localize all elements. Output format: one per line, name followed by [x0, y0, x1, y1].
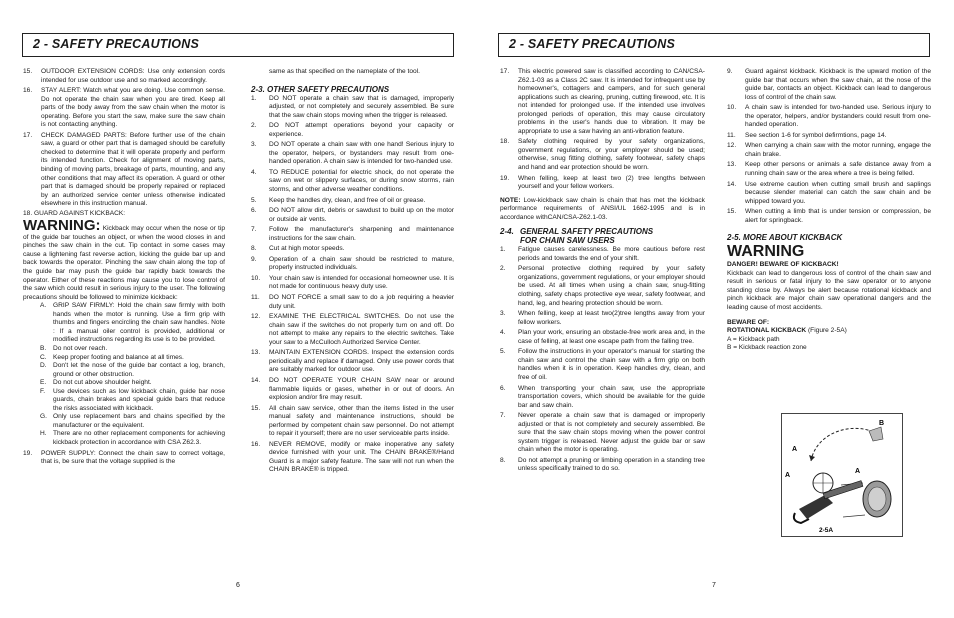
list-item: 9. Operation of a chain saw should be restricted to mature, properly instructed individuals. [251, 255, 454, 272]
list-item: 14. DO NOT OPERATE YOUR CHAIN SAW near or around flammable liquids or gases, whether in or out of doors. An explosion and/or fire may result. [251, 376, 454, 402]
page-number-right: 7 [712, 582, 716, 589]
note-label: NOTE: [500, 196, 521, 204]
page-number-left: 6 [236, 582, 240, 589]
list-item: 2. Personal protective clothing required by your safety organizations, government regulations, or your employer should be used. At all times when using a chain saw, snug-fitting clothing, safety chaps protective eye wear, safety footwear, and hand, leg, and hearing protection should be worn. [500, 265, 705, 307]
log-ring [868, 487, 886, 511]
list-item: 17. This electric powered saw is classified according to CAN/CSA-Z62.1-03 as a Class 2C saw. It is intended for infrequent use by homeowner's, cottagers and campers, and for such general applications such as clearing, pruning, cutting firewood, etc. It is not intended for prolonged use. If the intended use involves prolonged periods of operation, this may cause circulatory problems in the user's hands due to vibration. It may be appropriate to use a saw having an anti-vibration feature. [500, 68, 705, 135]
sub-item: H. There are no other replacement components for achieving kickback protection in accordance with CSA Z62.3. [40, 430, 225, 446]
sub-item: B. Do not over reach. [40, 344, 108, 352]
right-column-1 [500, 68, 705, 476]
section-heading-2-5: 2-5. MORE ABOUT KICKBACK [727, 233, 843, 243]
left-page-header [22, 33, 454, 57]
sub-item: G. Only use replacement bars and chains specified by the manufacturer or the equivalent. [40, 413, 225, 429]
legend-b: B = Kickback reaction zone [727, 344, 807, 352]
list-item: 15. All chain saw service, other than the items listed in the user manual safety and maintenance instructions, should be performed by competent chain saw personnel. Do not attempt to repair it yourself; there are no user serviceable parts inside. [251, 404, 454, 438]
danger-heading: DANGER! BEWARE OF KICKBACK! [727, 261, 839, 269]
note: NOTE: Low-kickback saw chain is chain that has met the kickback performance requirements of ANSI/UL 1662-1995 and is in accordance withCAN/CSA-Z62.1-03. [500, 196, 705, 221]
list-item: 7. Never operate a chain saw that is damaged or improperly adjusted or that is not completely and securely assembled. Be sure that the saw chain stops moving when the power control system trigger is released. Never adjust the guide bar or saw chain when the motor is operating. [500, 412, 705, 454]
list-item: 19. When felling, keep at least two (2) tree lengths between yourself and your fellow workers. [500, 174, 705, 191]
list-item: 4. Plan your work, ensuring an obstacle-free work area and, in the case of felling, at least one escape path from the falling tree. [500, 329, 705, 345]
list-item: 5. Follow the instructions in your operator's manual for starting the chain saw and control the chain saw with a firm grip on both handles when it is in operation. Keep handles dry, clean, and free of oil. [500, 348, 705, 381]
list-item: 10. Your chain saw is intended for occasional homeowner use. It is not made for continuous heavy duty use. [251, 274, 454, 291]
item18-heading: 18. GUARD AGAINST KICKBACK: [23, 209, 126, 217]
danger-text: Kickback can lead to dangerous loss of control of the chain saw and result in serious or fatal injury to the saw operator or to anyone standing close by. Always be alert because rotational kickback and pinch kickback are major chain saw operational dangers and the leading cause of most accidents. [727, 269, 931, 312]
list-item: 8. Cut at high motor speeds. [251, 245, 345, 253]
list-item: 1. DO NOT operate a chain saw that is damaged, improperly adjusted, or not completely and securely assembled. Be sure that the saw chain stops moving when the trigger is released. [251, 94, 454, 119]
left-header-title: 2 - SAFETY PRECAUTIONS [33, 37, 199, 51]
list-item: 12. When carrying a chain saw with the motor running, engage the chain brake. [727, 142, 931, 158]
right-page-header [498, 33, 930, 57]
kickback-illustration [781, 413, 903, 537]
warning-word: WARNING: [23, 217, 101, 235]
sub-item: C. Keep proper footing and balance at all times. [40, 353, 184, 361]
list-item: 7. Follow the manufacturer's sharpening and maintenance instructions for the saw chain. [251, 226, 454, 242]
left-column-2 [251, 68, 454, 477]
list-item: 6. When transporting your chain saw, use the appropriate transportation covers, which should be available for the guide bar and saw chain. [500, 384, 705, 409]
figure-caption: 2-5A [819, 527, 834, 534]
list-item: 14. Use extreme caution when cutting small brush and saplings because slender material can catch the saw chain and be whipped toward you. [727, 180, 931, 205]
list-item: 13. MAINTAIN EXTENSION CORDS. Inspect the extension cords periodically and replace if damaged. Only use power cords that are suitably marked for outdoor use. [251, 349, 454, 374]
list-item: 2. DO NOT attempt operations beyond your capacity or experience. [251, 122, 454, 138]
left-column-1 [23, 68, 225, 469]
list-item: 18. Safety clothing required by your safety organizations, government regulations, or your employer should be used; otherwise, snug fitting clothing, safety footwear, safety chaps and hand and ear protection should be worn. [500, 138, 705, 172]
list-item: 16. NEVER REMOVE, modify or make inoperative any safety device furnished with your unit. The CHAIN BRAKE®/Hand Guard is a major safety feature. The saw will not run when the CHAIN BRAKE® is tripped. [251, 440, 454, 474]
fig-label-a2: A [785, 472, 791, 479]
sub-item: A. GRIP SAW FIRMLY: Hold the chain saw firmly with both hands when the motor is running. Use a firm grip with thumbs and fingers encircling the chain saw handles. Note : If a manual oiler control is provided, additional or modified instructions regarding its use is to be provided. [40, 302, 225, 344]
list-item: 9. Guard against kickback. Kickback is the upward motion of the guide bar that occurs when the saw chain, at the nose of the guide bar, contacts an object. Kickback can lead to dangerous loss of control of the chain saw. [727, 68, 931, 101]
list-item: 6. DO NOT allow dirt, debris or sawdust to build up on the motor or outside air vents. [251, 207, 454, 223]
list-item: 12. EXAMINE THE ELECTRICAL SWITCHES. Do not use the chain saw if the switches do not properly turn on and off. Do not attempt to make any repairs to the electric switches. Take your saw to a McCulloch Authorized Service Center. [251, 313, 454, 346]
legend-a: A = Kickback path [727, 335, 780, 343]
list-item: 19. POWER SUPPLY: Connect the chain saw to correct voltage, that is, be sure that the voltage supplied is the [23, 449, 225, 466]
list-item: 1. Fatigue causes carelessness. Be more cautious before rest periods and towards the end of your shift. [500, 246, 705, 262]
sub-item: D. Don't let the nose of the guide bar contact a log, branch, ground or other obstruction. [40, 362, 225, 378]
right-header-title: 2 - SAFETY PRECAUTIONS [509, 37, 675, 51]
list-item: 16. STAY ALERT: Watch what you are doing. Use common sense. Do not operate the chain saw when you are tired. Keep all parts of the body away from the saw chain when the motor is operating. Before you start the saw, make sure the saw chain is not contacting anything. [23, 87, 225, 129]
fig-label-a1: A [792, 446, 798, 453]
fig-label-b: B [879, 420, 885, 427]
list-item: 11. See section 1-6 for symbol defirmtions, page 14. [727, 131, 887, 139]
beware-heading: BEWARE OF: [727, 318, 770, 326]
kickback-figure [781, 413, 903, 537]
section-heading-2-4: 2-4. GENERAL SAFETY PRECAUTIONS FOR CHAIN SAW USERS [500, 227, 654, 246]
fig-label-a3: A [855, 468, 861, 475]
right-column-2 [727, 68, 931, 353]
list-item: 3. DO NOT operate a chain saw with one hand! Serious injury to the operator, helpers, or bystanders may result from one-handed operation. A chain saw is intended for two-handed use. [251, 141, 454, 166]
list-item: 8. Do not attempt a pruning or limbing operation in a standing tree unless specifically trained to do so. [500, 456, 705, 473]
list-item: 15. When cutting a limb that is under tension or compression, be alert for springback. [727, 208, 931, 224]
list-item: 3. When felling, keep at least two(2)tree lengths away from your fellow workers. [500, 310, 705, 326]
list-item: 11. DO NOT FORCE a small saw to do a job requiring a heavier duty unit. [251, 294, 454, 310]
sub-item: E. Do not cut above shoulder height. [40, 379, 152, 387]
figure-frame [782, 414, 903, 537]
section-heading-2-3: 2-3. OTHER SAFETY PRECAUTIONS [251, 84, 390, 94]
list-item: 4. TO REDUCE potential for electric shock, do not operate the saw on wet or slippery surfaces, or during snow storms, rain storms, and other adverse weather conditions. [251, 168, 454, 194]
list-item: 10. A chain saw is intended for two-handed use. Serious injury to the operator, helpers, and/or bystanders could result from one-handed operation. [727, 104, 931, 129]
sub-item: F. Use devices such as low kickback chain, guide bar nose guards, chain brakes and special guide bars that reduce the risks associated with kickback. [40, 387, 225, 412]
kickback-warning: WARNING: Kickback may occur when the nose or tip of the guide bar touches an object, or when the wood closes in and pinches the saw chain in the cut. Tip contact in some cases may cause a lightening fast reverse action, kicking the guide bar up and back towards the operator. Pinching the saw chain along the top of the guide bar may push the guide bar rapidly back towards the operator. Either of these reactions may cause you to lose control of the saw which could result in serious injury to the user. The following precautions should be followed to minimize kickback: [23, 217, 225, 301]
list-item: 5. Keep the handles dry, clean, and free of oil or grease. [251, 196, 426, 204]
list-item: 13. Keep other persons or animals a safe distance away from a running chain saw or the area where a tree is being felled. [727, 161, 931, 178]
rotational-kickback-line: ROTATIONAL KICKBACK (Figure 2-5A) [727, 327, 847, 335]
continued-text: same as that specified on the nameplate of the tool. [269, 68, 421, 75]
list-item: 17. CHECK DAMAGED PARTS: Before further use of the chain saw, a guard or other part that is damaged should be carefully checked to determine that it will operate properly and perform its intended function. Check for alignment of moving parts, binding of moving parts, breakage of parts, mounting, and any other conditions that may affect its operation. A guard or other part that is damaged should be properly repaired or replaced by an authorized service center unless otherwise indicated elsewhere in this instruction manual. [23, 131, 225, 208]
list-item: 15. OUTDOOR EXTENSION CORDS: Use only extension cords intended for use outdoor use and so marked accordingly. [23, 68, 225, 84]
warning-heading: WARNING [727, 243, 805, 261]
